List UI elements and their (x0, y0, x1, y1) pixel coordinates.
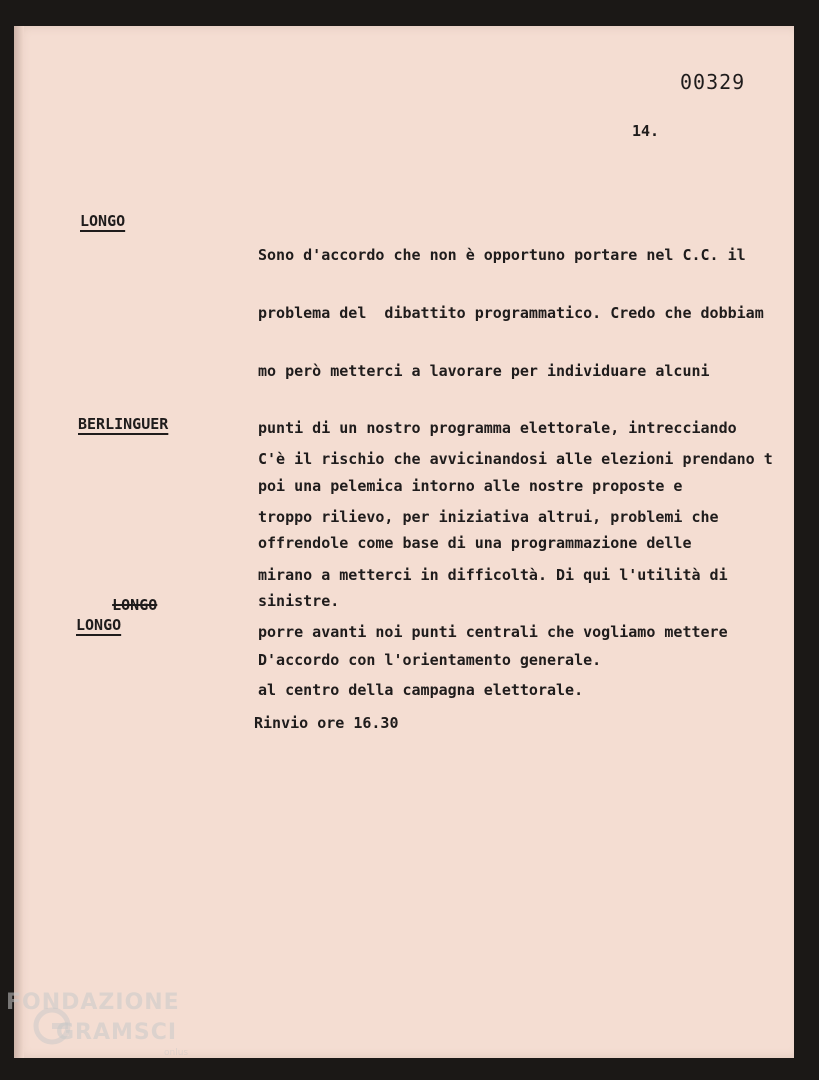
speech-line: D'accordo con l'orientamento generale. (258, 651, 602, 670)
speech-line: C'è il rischio che avvicinandosi alle elezioni prendano t (258, 450, 773, 469)
document-page (14, 26, 794, 1058)
speech-line: sinistre. (258, 592, 340, 611)
speech-line: mirano a metterci in difficoltà. Di qui l'utilità di (258, 565, 728, 584)
speaker-longo-2: LONGO (76, 616, 122, 634)
struck-speaker-text: LONGO (112, 596, 158, 614)
speech-line: Sono d'accordo che non è opportuno portare nel C.C. il (258, 246, 746, 265)
watermark-line1: FONDAZIONE (6, 990, 180, 1015)
speaker-longo-1: LONGO (80, 212, 126, 230)
page-binding-edge (14, 26, 24, 1058)
speech-line: porre avanti noi punti centrali che vogliamo mettere (258, 623, 728, 642)
watermark-line2: GRAMSCI (56, 1020, 178, 1045)
watermark-line3: onlus (164, 1048, 189, 1058)
speech-line: problema del dibattito programmatico. Credo che dobbiam (258, 304, 764, 323)
speech-line: poi una pelemica intorno alle nostre proposte e (258, 476, 683, 495)
document-number: 00329 (680, 70, 746, 94)
fondazione-gramsci-watermark (0, 960, 210, 1070)
speech-line: offrendole come base di una programmazione delle (258, 534, 692, 553)
speech-line: al centro della campagna elettorale. (258, 680, 584, 699)
page-number: 14. (632, 122, 660, 140)
speech-longo-2 (258, 613, 601, 709)
adjournment-note: Rinvio ore 16.30 (254, 714, 399, 732)
speech-line: troppo rilievo, per iniziativa altrui, problemi che (258, 508, 719, 527)
speech-line: punti di un nostro programma elettorale, intrecciando (258, 419, 737, 438)
speaker-berlinguer: BERLINGUER (78, 415, 169, 433)
speech-line: mo però metterci a lavorare per individuare alcuni (258, 361, 710, 380)
